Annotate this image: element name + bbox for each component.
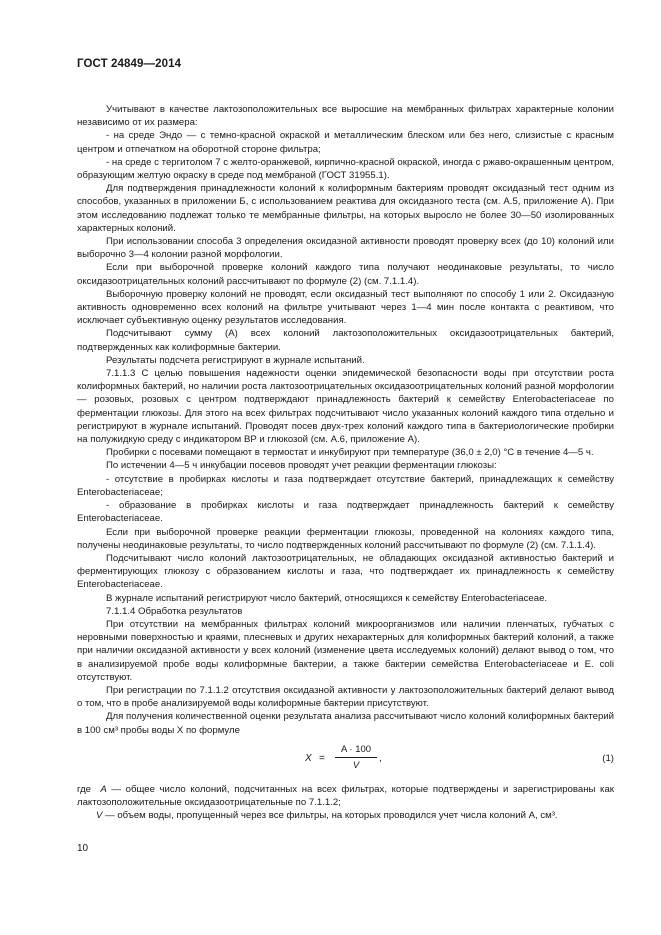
formula-comma: , xyxy=(379,752,382,764)
legend-dash: — xyxy=(111,783,121,795)
paragraph: Если при выборочной проверке реакции ферментации глюкозы, проведенной на колониях каждого типа, получены неодинаковые результаты, то число подтвержденных колоний рассчитывают по формуле (2) (см. 7.1.1.4). xyxy=(77,526,614,551)
section-7-1-1-3: 7.1.1.3 С целью повышения надежности оценки эпидемической безопасности воды при отсутствии роста колиформных бактерий, но наличии роста лактозоотрицательных оксидазоотрицательных колоний разной морфологии — розовых, розовых с центром подтверждают принадлежность бактерий к семейству Enterobacteriaceae по ферментации глюкозы. Для этого на всех фильтрах подсчитывают число указанных колоний каждого типа отдельно и регистрируют в журнале испытаний. Проводят посев двух-трех колоний каждого типа в бактериологические пробирки на полужидкую среду с индикатором ВР и глюкозой (см. А.6, приложение А). xyxy=(77,368,614,446)
paragraph: Пробирки с посевами помещают в термостат и инкубируют при температуре (36,0 ± 2,0) °С в течение 4—5 ч. xyxy=(106,447,594,459)
document-body xyxy=(77,103,614,822)
formula-fraction xyxy=(335,743,377,772)
legend-item-v xyxy=(77,809,614,822)
legend-text: общее число колоний, подсчитанных на всех фильтрах, которые подтверждены и зарегистрированы как лактозоположительные оксидазоотрицательные по 7.1.1.2; xyxy=(77,783,614,808)
list-item: - отсутствие в пробирках кислоты и газа подтверждает отсутствие бактерий, принадлежащих к семейству Enterobacteriaceae; xyxy=(77,473,614,498)
paragraph: Выборочную проверку колоний не проводят, если оксидазный тест выполняют по способу 1 или 2. Оксидазную активность одновременно всех колоний на фильтре учитывают через 1—4 мин после контакта с реактивом, что исключает субъективную оценку результатов исследования. xyxy=(77,288,614,327)
legend-dash: — xyxy=(105,810,115,822)
legend-text: объем воды, пропущенный через все фильтры, на которых проводился учет числа колоний А, см³. xyxy=(117,810,558,822)
paragraph: В журнале испытаний регистрируют число бактерий, относящихся к семейству Enterobacteriaceae. xyxy=(106,592,548,604)
list-item: - на среде Эндо — с темно-красной окраской и металлическим блеском или без него, слизистые с красным центром и отпечатком на оборотной стороне фильтра; xyxy=(77,130,614,155)
paragraph: Если при выборочной проверке колоний каждого типа получают неодинаковые результаты, то число оксидазоотрицательных колоний рассчитывают по формуле (2) (см. 7.1.1.4). xyxy=(77,262,614,287)
paragraph: Результаты подсчета регистрируют в журнале испытаний. xyxy=(106,354,365,366)
formula-denominator: V xyxy=(352,759,360,771)
formula-1 xyxy=(77,741,614,781)
paragraph: При отсутствии на мембранных фильтрах колоний микроорганизмов или наличии пленчатых, губчатых с неровными поверхностью и краями, плесневых и других нехарактерных для колиформных бактерий колоний, а также при наличии оксидазной активности у всех колоний (изменение цвета исследуемых колоний) делают вывод о том, что в анализируемой пробе воды колиформные бактерии, а также бактерии семейства Enterobacteriaceae и E. coli отсутствуют. xyxy=(77,618,614,683)
page-number: 10 xyxy=(77,843,89,854)
section-heading-7-1-1-4: 7.1.1.4 Обработка результатов xyxy=(106,605,243,617)
paragraph: При регистрации по 7.1.1.2 отсутствия оксидазной активности у лактозоположительных бактерий делают вывод о том, что в пробе анализируемой воды колиформные бактерии присутствуют. xyxy=(77,684,614,710)
paragraph: По истечении 4—5 ч инкубации посевов проводят учет реакции ферментации глюкозы: xyxy=(106,460,497,472)
formula-number: (1) xyxy=(602,752,614,764)
paragraph: Подсчитывают сумму (А) всех колоний лактозоположительных оксидазоотрицательных бактерий, подтвержденных как колиформные бактерии. xyxy=(77,328,614,353)
legend-symbol: A xyxy=(100,783,107,795)
paragraph: При использовании способа 3 определения оксидазной активности проводят проверку всех (до 10) колоний или выборочно 3—4 колонии разной морфологии. xyxy=(77,236,614,261)
paragraph: Для получения количественной оценки результата анализа рассчитывают число колоний колиформных бактерий в 100 см³ пробы воды X по формуле xyxy=(77,711,614,736)
formula-legend xyxy=(77,783,614,823)
legend-symbol: V xyxy=(96,810,103,822)
paragraph: Подсчитывают число колоний лактозоотрицательных, не обладающих оксидазной активностью бактерий и ферментирующих глюкозу с образованием кислоты и газа, что подтверждает их принадлежность к семейству Enterobacteriaceae. xyxy=(77,552,614,591)
list-item: - образование в пробирках кислоты и газа подтверждает принадлежность бактерий к семейству Enterobacteriaceae. xyxy=(77,500,614,525)
formula-equals: = xyxy=(319,752,325,764)
legend-item-a xyxy=(77,783,614,809)
formula-numerator: A · 100 xyxy=(335,743,377,758)
formula-lhs: X xyxy=(305,752,312,764)
paragraph: Учитывают в качестве лактозоположительных все выросшие на мембранных фильтрах характерные колонии независимо от их размера: xyxy=(77,104,614,129)
paragraph: Для подтверждения принадлежности колоний к колиформным бактериям проводят оксидазный тест одним из способов, указанных в приложении Б, с использованием реактива для оксидазного теста (см. А.5, приложение А). При этом исследованию подлежат только те мембранные фильтры, на которых выросло не более 30—50 изолированных характерных колоний. xyxy=(77,183,614,234)
document-header: ГОСТ 24849—2014 xyxy=(77,58,182,70)
list-item: - на среде с тергитолом 7 с желто-оранжевой, кирпично-красной окраской, иногда с ржаво-окрашенным центром, образующим желтую окраску в среде под мембраной (ГОСТ 31955.1). xyxy=(77,156,614,182)
legend-where-word: где xyxy=(77,783,92,795)
